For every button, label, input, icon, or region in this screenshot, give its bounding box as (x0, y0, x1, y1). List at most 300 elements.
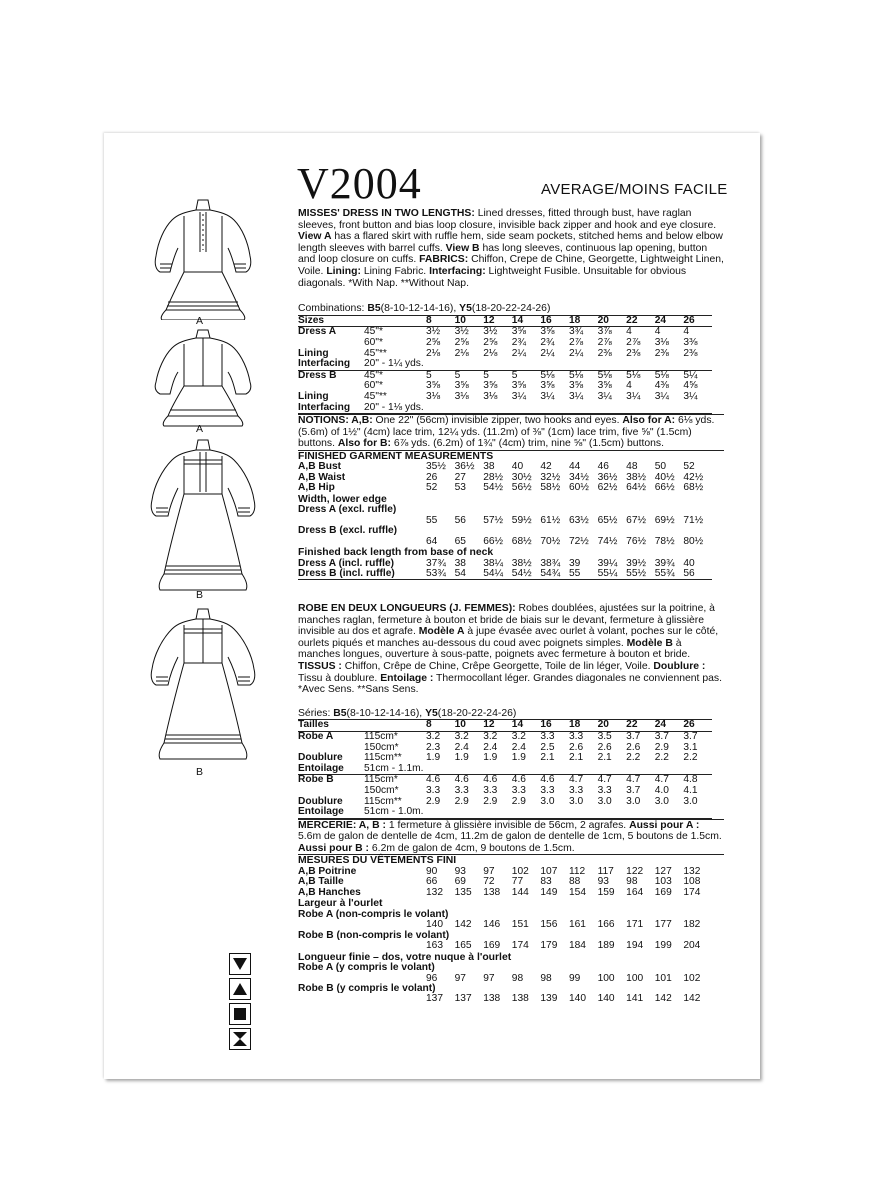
column-header: 16 (540, 720, 569, 732)
cell-value: 45"** (364, 390, 387, 402)
cell-value: 3.0 (540, 795, 555, 807)
cell-value: 2.4 (511, 741, 526, 753)
cell-value: 3.7 (683, 730, 698, 742)
cell-value: 141 (626, 993, 644, 1005)
table-row (298, 994, 712, 1004)
cell-value: 169 (654, 886, 672, 898)
cell-value: 4.6 (455, 775, 484, 786)
cell-value: 2⅜ (683, 347, 698, 359)
cell-value: 4.8 (683, 775, 712, 786)
cell-value: 3⅝ (511, 326, 526, 338)
cell-value: 115cm** (364, 752, 402, 764)
cell-value: 74½ (597, 535, 618, 547)
cell-value: 69 (454, 876, 466, 888)
cell-value: 4.6 (512, 775, 541, 786)
triangle-up-icon (229, 978, 251, 1000)
cell-value: 52 (683, 461, 695, 473)
french-description: ROBE EN DEUX LONGUEURS (J. FEMMES): Robes doublées, ajustées sur la poitrine, à manches raglan, fermeture à bouton et bride de biais sur le devant, fermeture à glissière invisible au dos et agrafe. Modèle A à jupe évasée avec ourlet à volant, poches sur le côté, ourlets piqués et manches au-dessous du coud avec poignets simples. Modèle B à manches longues, ouverture à sous-patte, poignets avec fermeture à bouton et bride. TISSUS : Chiffon, Crêpe de Chine, Crêpe Georgette, Toile de lin léger, Voile. Doublure : Tissu à doublure. Entoilage : Thermocollant léger. Grandes diagonales ne conviennent pas. *Avec Sens. **Sans Sens. (298, 603, 722, 696)
cell-value: 39 (568, 557, 581, 569)
cell-value: 48 (626, 461, 638, 473)
row-label: Robe A (non-compris le volant) (298, 908, 449, 920)
table-row (298, 537, 712, 547)
cell-value: 2.2 (626, 752, 641, 764)
cell-value: 34½ (568, 471, 589, 483)
cell-value: 3.5 (597, 730, 612, 742)
cell-value: 20" - 1⅛ yds. (364, 403, 712, 414)
cell-value: 2⅞ (597, 336, 612, 348)
cell-value: 3⅝ (597, 380, 612, 392)
table-row-label (298, 984, 712, 994)
cell-value: 112 (568, 866, 586, 878)
row-label: Doublure (298, 752, 343, 764)
cell-value: 60"* (364, 336, 383, 348)
cell-value: 54½ (483, 482, 504, 494)
spacer-cell (298, 941, 426, 951)
view-a-back-illustration (148, 326, 258, 428)
cell-value: 2.9 (483, 795, 498, 807)
fold-symbols (229, 953, 251, 1053)
table-row-label (298, 931, 712, 941)
table-row (298, 569, 712, 580)
cell-value: 98 (540, 972, 552, 984)
cell-value: 4.6 (540, 775, 569, 786)
cell-value: 98 (511, 972, 524, 984)
cell-value: 38 (454, 557, 466, 569)
row-label: A,B Taille (298, 876, 344, 888)
cell-value: 78½ (654, 535, 675, 547)
row-label: Doublure (298, 795, 343, 807)
cell-value: 68½ (511, 535, 532, 547)
english-section (298, 208, 724, 580)
cell-value: 5¼ (683, 370, 712, 381)
cell-value: 4.7 (569, 775, 598, 786)
cell-value: 56 (454, 514, 466, 526)
cell-value: 2.9 (454, 795, 469, 807)
cell-value: 60½ (568, 482, 589, 494)
cell-value: 3⅛ (654, 336, 669, 348)
cell-value: 2⅝ (454, 336, 469, 348)
cell-value: 2¼ (511, 347, 526, 359)
cell-value: 76½ (626, 535, 646, 547)
cell-value: 59½ (511, 514, 532, 526)
cell-value: 3.3 (568, 784, 584, 796)
cell-value: 2.2 (654, 752, 669, 764)
cell-value: 3⅝ (511, 380, 526, 392)
table-row (298, 473, 712, 483)
cell-value: 3⅛ (483, 390, 498, 402)
cell-value: 174 (511, 940, 529, 952)
cell-value: 64½ (626, 482, 646, 494)
column-header: Sizes (298, 315, 364, 327)
cell-value: 2.9 (511, 795, 526, 807)
column-header (364, 720, 426, 732)
cell-value: 40½ (654, 471, 675, 483)
cell-value: 3.3 (426, 784, 441, 796)
table-row (298, 797, 712, 808)
cell-value: 4 (626, 380, 632, 392)
row-label: Dress B (excl. ruffle) (298, 525, 398, 537)
table-row-label (298, 505, 712, 515)
cell-value: 98 (626, 876, 638, 888)
cell-value: 2.6 (568, 741, 584, 753)
cell-value: 3.7 (626, 730, 641, 742)
row-label: Dress B (incl. ruffle) (298, 567, 395, 579)
cell-value: 3⅝ (540, 380, 555, 392)
row-label: Entoilage (298, 807, 364, 818)
cell-value: 1.9 (426, 752, 441, 764)
column-header: 26 (683, 720, 712, 732)
cell-value: 132 (426, 886, 444, 898)
cell-value: 2.1 (597, 752, 612, 764)
cell-value: 65 (454, 535, 466, 547)
cell-value: 102 (683, 972, 701, 984)
cell-value: 45"** (364, 347, 387, 359)
cell-value: 55¾ (654, 567, 675, 579)
cell-value: 3.1 (683, 741, 698, 753)
cell-value: 3⅝ (454, 380, 469, 392)
cell-value: 2⅛ (454, 347, 469, 359)
cell-value: 3.3 (568, 730, 584, 742)
column-header: 8 (426, 720, 455, 732)
cell-value: 3.7 (626, 784, 641, 796)
table-row (298, 403, 712, 414)
column-header: 8 (426, 315, 455, 327)
cell-value: 3½ (483, 326, 498, 338)
cell-value: 27 (454, 471, 466, 483)
longueur-table (298, 963, 712, 1005)
cell-value: 2⅜ (626, 347, 641, 359)
cell-value: 2.3 (426, 741, 441, 753)
cell-value: 3⅝ (426, 380, 441, 392)
cell-value: 3.2 (483, 730, 498, 742)
cell-value: 3⅞ (597, 326, 612, 338)
row-label: A,B Waist (298, 471, 346, 483)
cell-value: 3¼ (597, 390, 612, 402)
french-section (298, 603, 724, 1005)
cell-value: 161 (568, 919, 586, 931)
table-header-row (298, 720, 712, 732)
cell-value: 88 (568, 876, 581, 888)
cell-value: 135 (454, 886, 472, 898)
cell-value: 38½ (511, 557, 532, 569)
mesures-table (298, 867, 712, 898)
cell-value: 77 (511, 876, 524, 888)
cell-value: 3.3 (454, 784, 469, 796)
cell-value: 179 (540, 940, 558, 952)
row-label: Dress A (excl. ruffle) (298, 504, 397, 516)
cell-value: 101 (654, 972, 672, 984)
table-row (298, 483, 712, 493)
row-label: A,B Hanches (298, 886, 361, 898)
column-header (364, 315, 426, 327)
row-label: Interfacing (298, 403, 364, 414)
width-lower-edge-table (298, 505, 712, 547)
cell-value: 165 (454, 940, 472, 952)
cell-value: 3.0 (568, 795, 584, 807)
cell-value: 99 (568, 972, 581, 984)
mercerie-block: MERCERIE: A, B : 1 fermeture à glissière invisible de 56cm, 2 agrafes. Aussi pour A : 5.6m de galon de dentelle de 4cm, 11.2m de galon de dentelle de 1cm, 5 boutons de 1.5cm. Aussi pour B : 6.2m de galon de 4cm, 9 boutons de 1.5cm. (298, 819, 724, 856)
cell-value: 4.0 (654, 784, 669, 796)
cell-value: 90 (426, 866, 438, 878)
cell-value: 3¼ (626, 390, 641, 402)
cell-value: 4.7 (598, 775, 627, 786)
cell-value: 3.3 (540, 730, 555, 742)
cell-value: 69½ (654, 514, 675, 526)
cell-value: 26 (426, 471, 438, 483)
difficulty-label: AVERAGE/MOINS FACILE (541, 181, 728, 198)
cell-value: 54 (454, 567, 466, 579)
width-lower-edge-title: Width, lower edge (298, 493, 387, 505)
cell-value: 5 (512, 370, 541, 381)
table-row (298, 392, 712, 403)
cell-value: 3¼ (683, 390, 698, 402)
cell-value: 46 (597, 461, 609, 473)
cell-value: 151 (511, 919, 529, 931)
cell-value: 53¾ (426, 567, 446, 579)
cell-value: 5⅛ (626, 370, 655, 381)
row-label (298, 338, 364, 349)
cell-value: 140 (597, 993, 615, 1005)
cell-value: 2⅞ (626, 336, 641, 348)
view-b-label-1: B (196, 589, 204, 601)
cell-value: 2⅛ (426, 347, 441, 359)
cell-value: 4.7 (626, 775, 655, 786)
table-row (298, 753, 712, 764)
cell-value: 2¼ (568, 347, 584, 359)
cell-value: 115cm* (364, 730, 398, 742)
cell-value: 4⅜ (654, 380, 669, 392)
cell-value: 150cm* (364, 741, 399, 753)
cell-value: 60"* (364, 380, 383, 392)
column-header: 12 (483, 315, 512, 327)
row-label: Robe B (y compris le volant) (298, 982, 436, 994)
cell-value: 169 (483, 940, 501, 952)
combinations-line: Combinations: B5(8-10-12-14-16), Y5(18-20-22-24-26) (298, 303, 551, 315)
cell-value: 2.1 (568, 752, 584, 764)
cell-value: 39¼ (597, 557, 618, 569)
triangle-down-icon (229, 953, 251, 975)
table-row (298, 888, 712, 898)
cell-value: 115cm* (364, 775, 426, 786)
cell-value: 38 (483, 461, 495, 473)
cell-value: 56½ (511, 482, 532, 494)
english-description: MISSES' DRESS IN TWO LENGTHS: Lined dresses, fitted through bust, have raglan sleeves, front button and bias loop closure, invisible back zipper and hook and eye closure. View A has a flared skirt with ruffle hem, side seam pockets, stitched hems and below elbow length sleeves with barrel cuffs. View B has long sleeves, continuous lap opening, button and loop closure on cuffs. FABRICS: Chiffon, Crepe de Chine, Georgette, Lightweight Linen, Voile. Lining: Lining Fabric. Interfacing: Lightweight Fusible. Unsuitable for obvious diagonals. *With Nap. **Without Nap. (298, 208, 724, 289)
view-a-label-1: A (196, 315, 204, 327)
spacer-cell (298, 994, 426, 1004)
cell-value: 150cm* (364, 784, 399, 796)
cell-value: 28½ (483, 471, 504, 483)
cell-value: 5⅛ (655, 370, 684, 381)
cell-value: 102 (511, 866, 529, 878)
table-row (298, 807, 712, 818)
column-header: Tailles (298, 720, 364, 732)
cell-value: 71½ (683, 514, 704, 526)
cell-value: 42 (540, 461, 552, 473)
cell-value: 39¾ (654, 557, 675, 569)
cell-value: 107 (540, 866, 558, 878)
cell-value: 2⅜ (654, 347, 669, 359)
cell-value: 51cm - 1.0m. (364, 807, 712, 818)
cell-value: 144 (511, 886, 529, 898)
cell-value: 53 (454, 482, 466, 494)
cell-value: 1.9 (511, 752, 526, 764)
cell-value: 103 (654, 876, 672, 888)
row-label: A,B Hip (298, 482, 335, 494)
cell-value: 55 (568, 567, 581, 579)
cell-value: 2.2 (683, 752, 698, 764)
column-header: 14 (512, 720, 541, 732)
cell-value: 36½ (597, 471, 618, 483)
table-row (298, 338, 712, 349)
row-label: Dress A (298, 326, 337, 338)
cell-value: 2¼ (540, 347, 555, 359)
cell-value: 149 (540, 886, 558, 898)
cell-value: 93 (454, 866, 466, 878)
cell-value: 64 (426, 535, 438, 547)
cell-value: 40 (511, 461, 524, 473)
cell-value: 100 (597, 972, 615, 984)
finished-measurements-table (298, 462, 712, 493)
cell-value: 80½ (683, 535, 704, 547)
cell-value: 4⅝ (683, 380, 698, 392)
table-row (298, 941, 712, 951)
row-label: Robe B (non-compris le volant) (298, 929, 450, 941)
cell-value: 3½ (426, 326, 441, 338)
cell-value: 194 (626, 940, 644, 952)
cell-value: 20" - 1¼ yds. (364, 358, 424, 370)
cell-value: 2⅝ (483, 336, 498, 348)
cell-value: 3.3 (483, 784, 498, 796)
cell-value: 4.6 (483, 775, 512, 786)
cell-value: 166 (597, 919, 615, 931)
cell-value: 50 (654, 461, 667, 473)
cell-value: 4 (683, 326, 690, 338)
row-label: Entoilage (298, 762, 344, 774)
cell-value: 3.2 (454, 730, 469, 742)
cell-value: 3.3 (540, 784, 555, 796)
cell-value: 3.0 (683, 795, 698, 807)
cell-value: 2.4 (483, 741, 498, 753)
table-row (298, 349, 712, 360)
cell-value: 146 (483, 919, 501, 931)
cell-value: 156 (540, 919, 558, 931)
cell-value: 199 (654, 940, 672, 952)
column-header: 26 (683, 315, 712, 327)
cell-value: 30½ (511, 471, 532, 483)
cell-value: 61½ (540, 514, 561, 526)
notions-block: NOTIONS: A,B: One 22" (56cm) invisible zipper, two hooks and eyes. Also for A: 6⅛ yds. (5.6m) of 1½" (4cm) lace trim, 12¼ yds. (11.2m) of ⅜" (1cm) lace trim, five ⅝" (1.5cm) buttons. Also for B: 6⅞ yds. (6.2m) of 1¾" (4cm) trim, nine ⅝" (1.5cm) buttons. (298, 414, 724, 451)
cell-value: 117 (597, 866, 614, 878)
cell-value: 97 (454, 972, 466, 984)
cell-value: 4.6 (426, 775, 455, 786)
cell-value: 66 (426, 876, 438, 888)
row-label: Interfacing (298, 358, 351, 370)
cell-value: 138 (483, 886, 501, 898)
cell-value: 62½ (597, 482, 618, 494)
cell-value: 5⅛ (598, 370, 627, 381)
row-label: Robe A (y compris le volant) (298, 962, 435, 974)
row-label (298, 786, 364, 797)
column-header: 16 (540, 315, 569, 327)
cell-value: 56 (683, 567, 695, 579)
cell-value: 174 (683, 886, 701, 898)
table-row (298, 743, 712, 754)
cell-value: 32½ (540, 471, 561, 483)
cell-value: 57½ (483, 514, 504, 526)
pattern-number: V2004 (297, 159, 422, 208)
column-header: 24 (655, 315, 684, 327)
series-line: Séries: B5(8-10-12-14-16), Y5(18-20-22-24-26) (298, 707, 517, 719)
back-length-title: Finished back length from base of neck (298, 546, 494, 558)
cell-value: 5 (483, 370, 512, 381)
table-row (298, 462, 712, 472)
cell-value: 137 (454, 993, 472, 1005)
row-label: A,B Bust (298, 461, 342, 473)
hourglass-icon (229, 1028, 251, 1050)
cell-value: 44 (568, 461, 581, 473)
table-row (298, 786, 712, 797)
cell-value: 3.3 (597, 784, 612, 796)
table-row-label (298, 526, 712, 536)
cell-value: 2⅞ (568, 336, 584, 348)
cell-value: 72½ (568, 535, 589, 547)
cell-value: 63½ (568, 514, 589, 526)
view-b-back-illustration (146, 605, 260, 763)
cell-value: 3⅝ (568, 380, 584, 392)
cell-value: 72 (483, 876, 495, 888)
cell-value: 164 (626, 886, 644, 898)
cell-value: 2.4 (454, 741, 469, 753)
cell-value: 36½ (454, 461, 475, 473)
square-icon (229, 1003, 251, 1025)
table-row (298, 764, 712, 775)
column-header: 20 (598, 315, 627, 327)
table-row (298, 867, 712, 877)
cell-value: 93 (597, 876, 609, 888)
cell-value: 3⅝ (483, 380, 498, 392)
cell-value: 3.7 (654, 730, 669, 742)
column-header: 14 (512, 315, 541, 327)
cell-value: 182 (683, 919, 701, 931)
cell-value: 108 (683, 876, 701, 888)
cell-value: 70½ (540, 535, 561, 547)
cell-value: 68½ (683, 482, 704, 494)
largeur-table (298, 910, 712, 952)
cell-value: 2⅝ (426, 336, 441, 348)
mesures-title: MESURES DU VÊTEMENTS FINI (298, 855, 457, 867)
cell-value: 51cm - 1.1m. (364, 762, 424, 774)
cell-value: 3¾ (568, 326, 584, 338)
column-header: 20 (598, 720, 627, 732)
cell-value: 45"* (364, 370, 426, 381)
table-row-label (298, 910, 712, 920)
cell-value: 37¾ (426, 557, 446, 569)
row-label: Robe A (298, 730, 334, 742)
cell-value: 3.2 (426, 730, 441, 742)
cell-value: 140 (426, 919, 443, 931)
cell-value: 2⅛ (483, 347, 498, 359)
table-row-label (298, 963, 712, 973)
cell-value: 127 (654, 866, 672, 878)
row-label: Lining (298, 390, 329, 402)
cell-value: 140 (568, 993, 586, 1005)
cell-value: 2.9 (426, 795, 441, 807)
column-header: 22 (626, 315, 655, 327)
cell-value: 58½ (540, 482, 561, 494)
cell-value: 177 (654, 919, 672, 931)
table-row (298, 775, 712, 786)
column-header: 18 (569, 315, 598, 327)
